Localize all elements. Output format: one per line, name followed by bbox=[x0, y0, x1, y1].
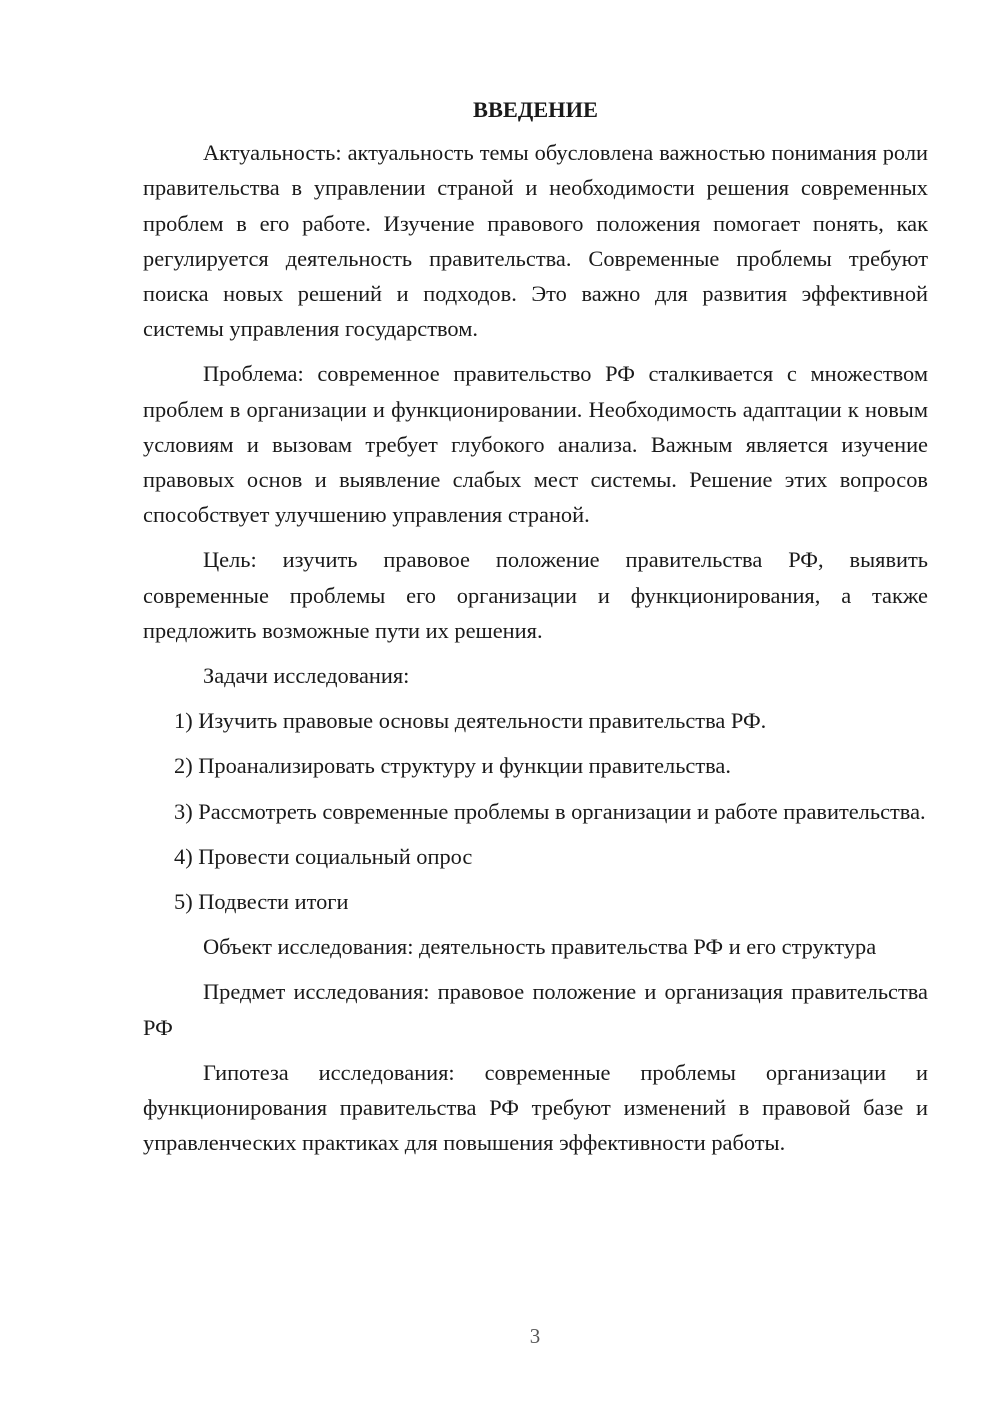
page-content bbox=[143, 92, 928, 1170]
relevance-paragraph: Актуальность: актуальность темы обусловлена важностью понимания роли правительства в управлении страной и необходимости решения современных проблем в его работе. Изучение правового положения помогает понять, как регулируется деятельность правительства. Современные проблемы требуют поиска новых решений и подходов. Это важно для развития эффективной системы управления государством. bbox=[143, 140, 928, 342]
task-item-2: 2) Проанализировать структуру и функции правительства. bbox=[174, 753, 731, 779]
task-item-5: 5) Подвести итоги bbox=[174, 889, 349, 915]
research-subject-paragraph: Предмет исследования: правовое положение и организация правительства РФ bbox=[143, 979, 928, 1040]
problem-paragraph: Проблема: современное правительство РФ сталкивается с множеством проблем в организации и функционировании. Необходимость адаптации к новым условиям и вызовам требует глубокого анализа. Важным является изучение правовых основ и выявление слабых мест системы. Решение этих вопросов способствует улучшению управления страной. bbox=[143, 361, 928, 528]
section-title: ВВЕДЕНИЕ bbox=[473, 97, 598, 122]
goal-paragraph: Цель: изучить правовое положение правительства РФ, выявить современные проблемы его организации и функционирования, а также предложить возможные пути их решения. bbox=[143, 547, 928, 643]
tasks-heading: Задачи исследования: bbox=[203, 663, 410, 689]
hypothesis-paragraph: Гипотеза исследования: современные проблемы организации и функционирования правительства РФ требуют изменений в правовой базе и управленческих практиках для повышения эффективности работы. bbox=[143, 1059, 928, 1156]
task-item-4: 4) Провести социальный опрос bbox=[174, 843, 473, 869]
page-number: 3 bbox=[529, 1324, 541, 1348]
research-object-paragraph: Объект исследования: деятельность правительства РФ и его структура bbox=[203, 934, 877, 960]
task-item-3: 3) Рассмотреть современные проблемы в организации и работе правительства. bbox=[174, 798, 926, 824]
task-item-1: 1) Изучить правовые основы деятельности правительства РФ. bbox=[174, 708, 767, 734]
